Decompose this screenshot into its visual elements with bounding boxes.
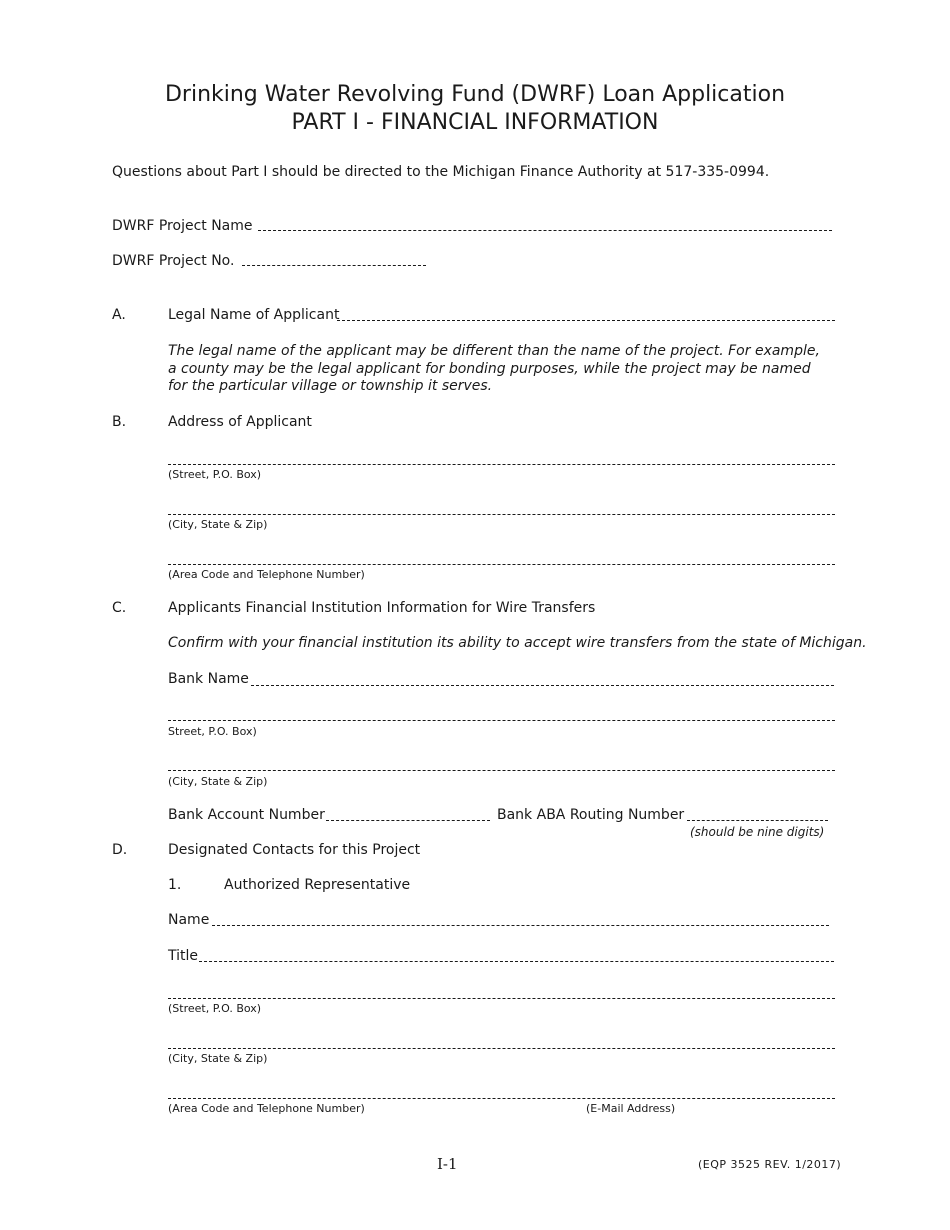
page-number: I-1 bbox=[437, 1155, 458, 1173]
bank-account-label: Bank Account Number bbox=[168, 807, 325, 823]
bank-street-caption: Street, P.O. Box) bbox=[168, 725, 257, 738]
rep-name-label: Name bbox=[168, 912, 210, 928]
project-number-label: DWRF Project No. bbox=[112, 253, 235, 269]
rep-phone-caption: (Area Code and Telephone Number) bbox=[168, 1102, 365, 1115]
legal-name-field[interactable] bbox=[337, 320, 835, 321]
rep-city-field[interactable] bbox=[168, 1048, 835, 1049]
routing-number-note: (should be nine digits) bbox=[690, 825, 825, 839]
applicant-phone-field[interactable] bbox=[168, 564, 835, 565]
project-name-field[interactable] bbox=[258, 230, 832, 231]
applicant-street-caption: (Street, P.O. Box) bbox=[168, 468, 262, 481]
rep-phone-email-field[interactable] bbox=[168, 1098, 835, 1099]
financial-institution-label: Applicants Financial Institution Information for Wire Transfers bbox=[168, 600, 596, 616]
section-c-letter: C. bbox=[112, 600, 127, 616]
bank-account-field[interactable] bbox=[326, 820, 490, 821]
project-name-label: DWRF Project Name bbox=[112, 218, 253, 234]
document-title: Drinking Water Revolving Fund (DWRF) Loan Application bbox=[164, 82, 786, 107]
bank-city-field[interactable] bbox=[168, 770, 835, 771]
wire-transfer-note: Confirm with your financial institution its ability to accept wire transfers from the state of Michigan. bbox=[168, 635, 867, 651]
rep-name-field[interactable] bbox=[212, 925, 829, 926]
designated-contacts-label: Designated Contacts for this Project bbox=[168, 842, 421, 858]
legal-name-note: The legal name of the applicant may be different than the name of the project. For example, a county may be the legal applicant for bonding purposes, while the project may be named for the particular village or township it serves. bbox=[168, 343, 820, 394]
applicant-phone-caption: (Area Code and Telephone Number) bbox=[168, 568, 365, 581]
intro-text: Questions about Part I should be directed to the Michigan Finance Authority at 517-335-0994. bbox=[112, 164, 770, 180]
legal-name-label: Legal Name of Applicant bbox=[168, 307, 340, 323]
bank-city-caption: (City, State & Zip) bbox=[168, 775, 268, 788]
rep-street-caption: (Street, P.O. Box) bbox=[168, 1002, 262, 1015]
routing-number-field[interactable] bbox=[687, 820, 828, 821]
section-a-letter: A. bbox=[112, 307, 126, 323]
section-b-letter: B. bbox=[112, 414, 127, 430]
authorized-representative-label: Authorized Representative bbox=[224, 877, 411, 893]
applicant-city-field[interactable] bbox=[168, 514, 835, 515]
bank-name-label: Bank Name bbox=[168, 671, 249, 687]
document-subtitle: PART I - FINANCIAL INFORMATION bbox=[291, 110, 659, 135]
applicant-street-field[interactable] bbox=[168, 464, 835, 465]
project-number-field[interactable] bbox=[242, 265, 426, 266]
rep-email-caption: (E-Mail Address) bbox=[586, 1102, 676, 1115]
rep-city-caption: (City, State & Zip) bbox=[168, 1052, 268, 1065]
routing-number-label: Bank ABA Routing Number bbox=[497, 807, 685, 823]
address-label: Address of Applicant bbox=[168, 414, 312, 430]
applicant-city-caption: (City, State & Zip) bbox=[168, 518, 268, 531]
rep-title-field[interactable] bbox=[199, 961, 834, 962]
bank-name-field[interactable] bbox=[251, 685, 834, 686]
rep-street-field[interactable] bbox=[168, 998, 835, 999]
section-d-letter: D. bbox=[112, 842, 128, 858]
item-number: 1. bbox=[168, 877, 182, 893]
bank-street-field[interactable] bbox=[168, 720, 835, 721]
rep-title-label: Title bbox=[168, 948, 199, 964]
form-number: (EQP 3525 REV. 1/2017) bbox=[698, 1158, 842, 1171]
